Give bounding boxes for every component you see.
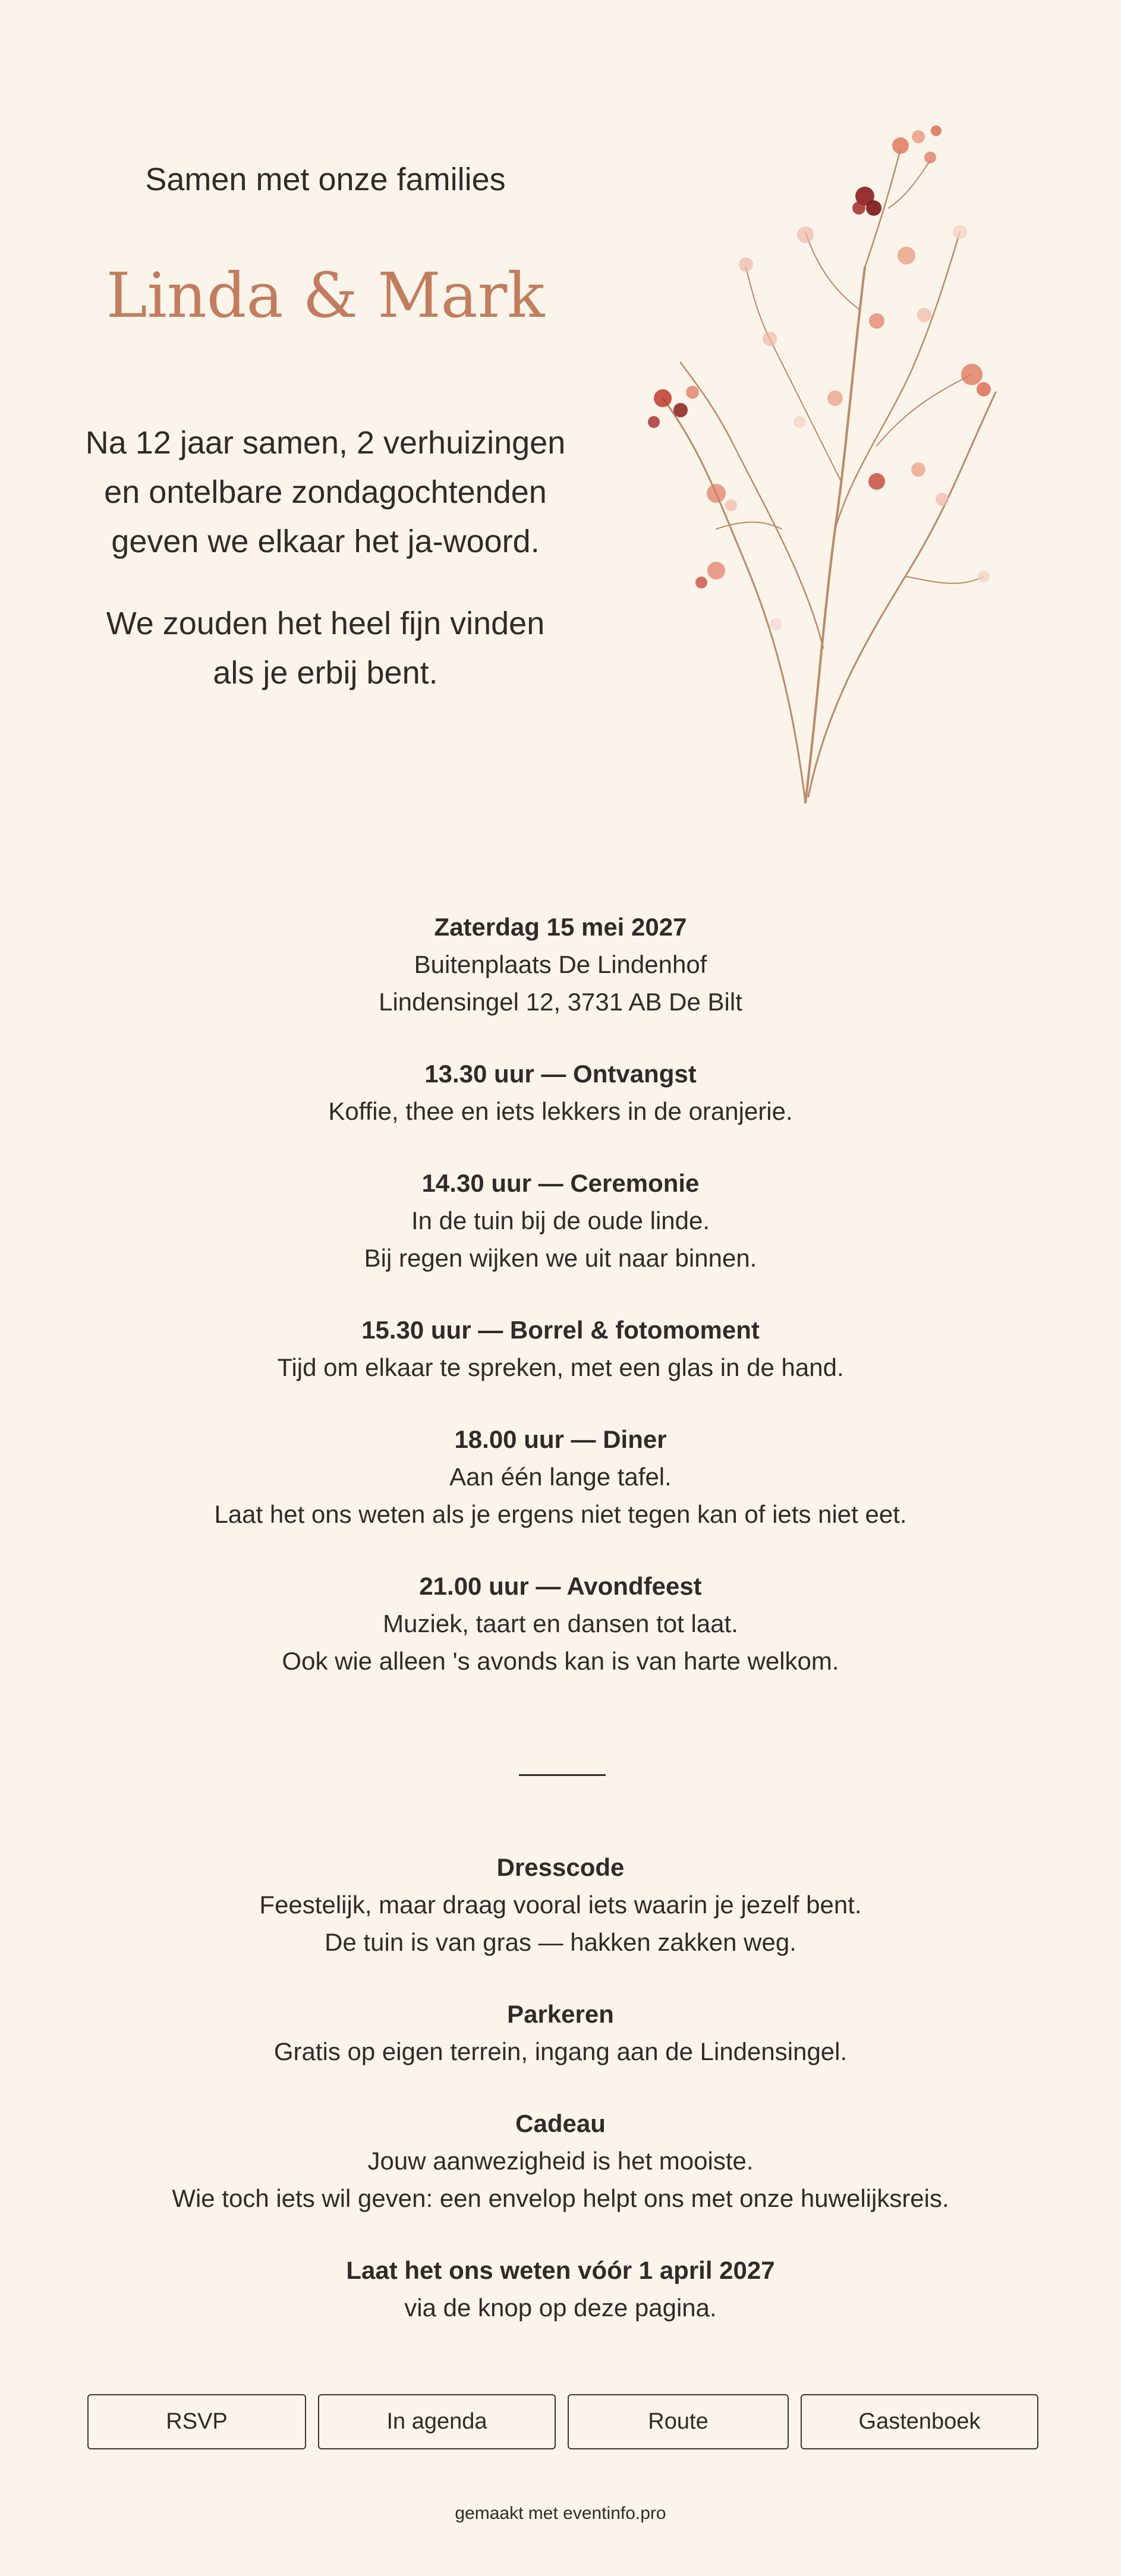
schedule-title: 13.30 uur — Ontvangst [424, 1060, 697, 1088]
schedule-title: 18.00 uur — Diner [454, 1425, 667, 1453]
footer-link[interactable]: gemaakt met eventinfo.pro [455, 2503, 666, 2523]
hero-section [0, 0, 1121, 844]
welcome-line: We zouden het heel fijn vinden [106, 606, 545, 642]
info-title: Dresscode [496, 1853, 625, 1881]
schedule-item [0, 1567, 1121, 1680]
schedule-line: Aan één lange tafel. [449, 1463, 672, 1491]
event-address: Lindensingel 12, 3731 AB De Bilt [379, 988, 742, 1016]
info-title: Parkeren [507, 2000, 614, 2028]
action-buttons [87, 2394, 1038, 2451]
story-text [59, 418, 591, 566]
info-line: De tuin is van gras — hakken zakken weg. [325, 1928, 796, 1956]
story-line: geven we elkaar het ja-woord. [111, 524, 540, 560]
info-item [0, 1995, 1121, 2070]
rsvp-button[interactable]: RSVP [87, 2394, 306, 2449]
add-to-calendar-button[interactable]: In agenda [318, 2394, 556, 2449]
schedule-item [0, 1055, 1121, 1130]
schedule-title: 21.00 uur — Avondfeest [419, 1572, 702, 1600]
couple-names: Linda & Mark [106, 259, 545, 332]
story-line: en ontelbare zondagochtenden [104, 474, 547, 511]
event-details [0, 908, 1121, 1021]
flower-bouquet-illustration [627, 113, 1043, 814]
info-line: Feestelijk, maar draag vooral iets waarin je jezelf bent. [259, 1891, 862, 1919]
event-venue: Buitenplaats De Lindenhof [414, 950, 707, 978]
rsvp-deadline [0, 2251, 1121, 2326]
info-item [0, 2105, 1121, 2217]
welcome-text [59, 599, 591, 698]
event-date: Zaterdag 15 mei 2027 [434, 913, 687, 941]
schedule-item [0, 1421, 1121, 1533]
schedule-line: Tijd om elkaar te spreken, met een glas in de hand. [277, 1353, 844, 1381]
schedule-line: Bij regen wijken we uit naar binnen. [364, 1244, 757, 1272]
info-line: Jouw aanwezigheid is het mooiste. [367, 2147, 754, 2175]
schedule-line: Koffie, thee en iets lekkers in de oranjerie. [328, 1097, 793, 1125]
info-title: Cadeau [515, 2109, 606, 2137]
footer [0, 2503, 1121, 2524]
schedule-title: 15.30 uur — Borrel & fotomoment [361, 1316, 760, 1344]
info-line: Wie toch iets wil geven: een envelop helpt ons met onze huwelijksreis. [172, 2184, 949, 2212]
rsvp-deadline-title: Laat het ons weten vóór 1 april 2027 [346, 2256, 775, 2284]
schedule-line: In de tuin bij de oude linde. [411, 1207, 710, 1235]
schedule-line: Laat het ons weten als je ergens niet tegen kan of iets niet eet. [214, 1500, 907, 1528]
schedule-line: Ook wie alleen 's avonds kan is van harte welkom. [282, 1647, 839, 1675]
welcome-line: als je erbij bent. [213, 655, 438, 691]
schedule-item [0, 1164, 1121, 1277]
rsvp-deadline-line: via de knop op deze pagina. [404, 2294, 717, 2322]
program-section [0, 908, 1121, 1714]
guestbook-button[interactable]: Gastenboek [801, 2394, 1038, 2449]
info-section [0, 1848, 1121, 2361]
route-button[interactable]: Route [568, 2394, 789, 2449]
schedule-line: Muziek, taart en dansen tot laat. [383, 1610, 738, 1637]
story-line: Na 12 jaar samen, 2 verhuizingen [85, 425, 566, 461]
info-line: Gratis op eigen terrein, ingang aan de Lindensingel. [273, 2038, 848, 2065]
section-divider [519, 1774, 606, 1776]
hero-text [59, 160, 591, 698]
info-item [0, 1848, 1121, 1961]
intro-text: Samen met onze families [145, 162, 506, 197]
schedule-title: 14.30 uur — Ceremonie [421, 1169, 700, 1197]
schedule-item [0, 1311, 1121, 1386]
